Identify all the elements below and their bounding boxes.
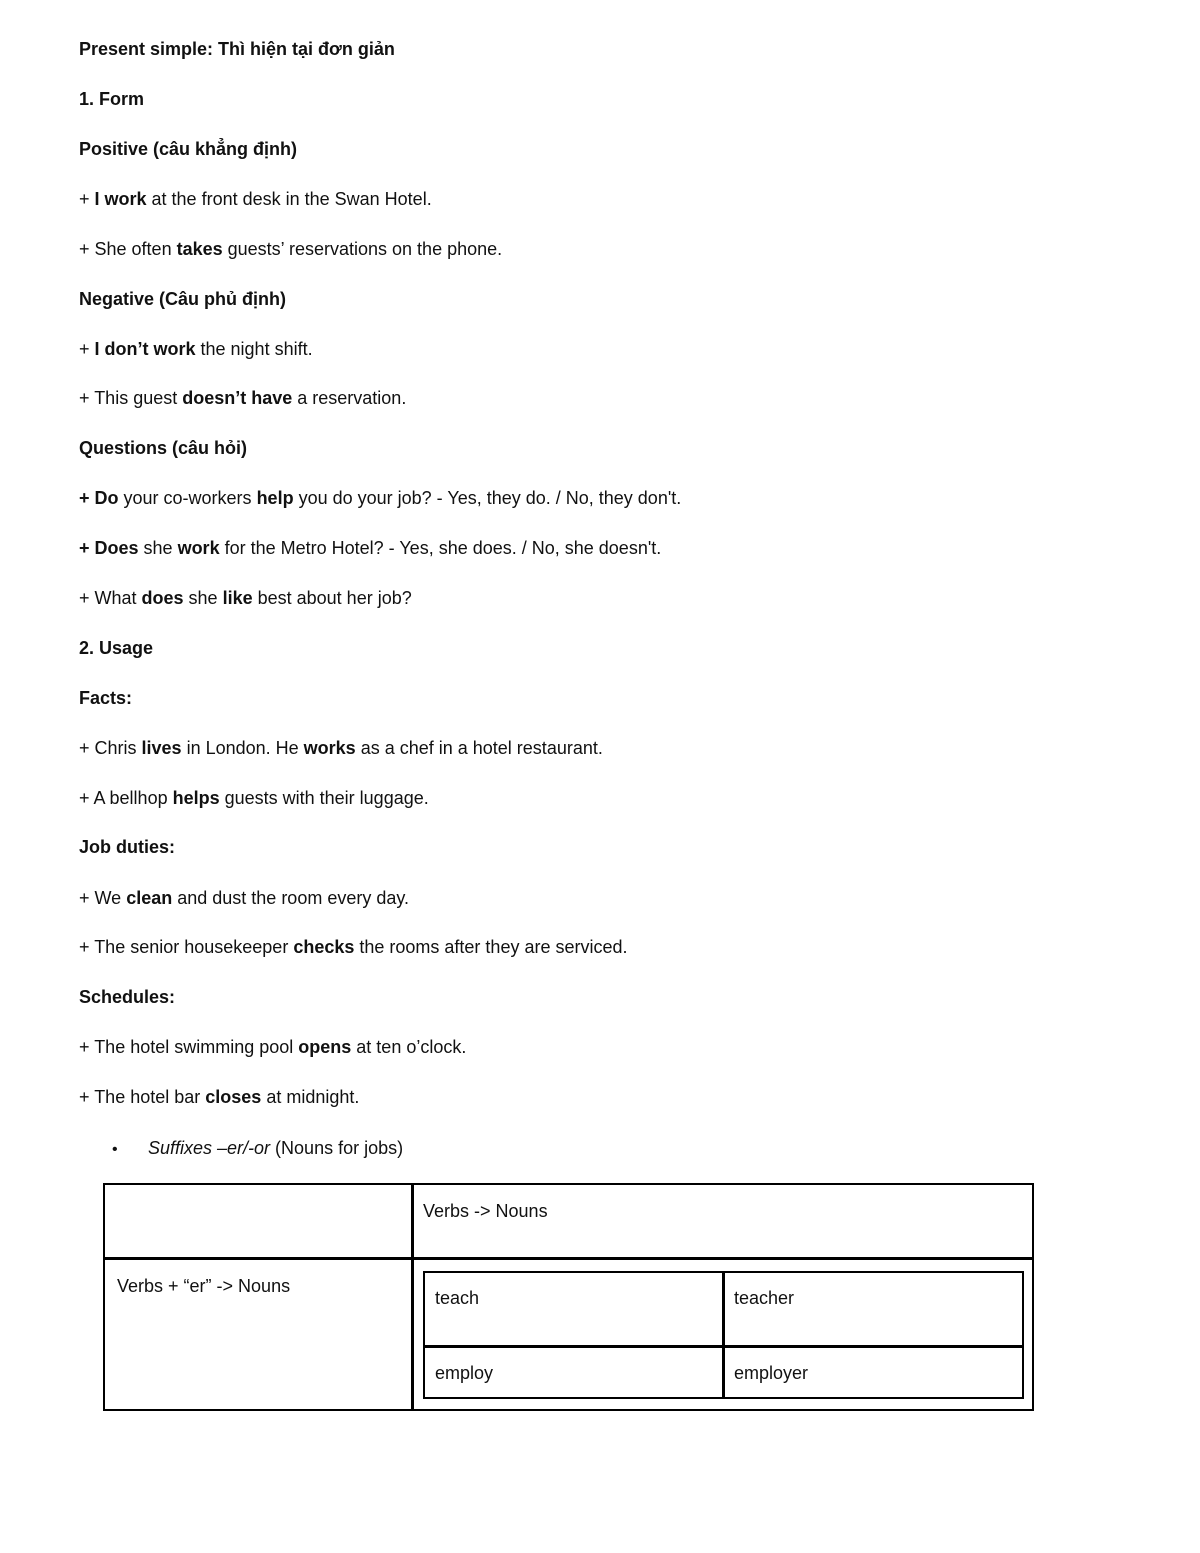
table-row-verb: employ (435, 1363, 494, 1383)
negative-example-1: + I don’t work the night shift. (79, 339, 313, 359)
usage-heading: 2. Usage (79, 638, 154, 658)
table-divider-horizontal (105, 1257, 1032, 1260)
question-example-3: + What does she like best about her job? (79, 588, 412, 608)
positive-example-2: + She often takes guests’ reservations on the phone. (79, 239, 503, 259)
schedules-example-1: + The hotel swimming pool opens at ten o’clock. (79, 1037, 467, 1057)
schedules-heading: Schedules: (79, 987, 176, 1007)
suffix-table (103, 1183, 1034, 1411)
bullet-text: Suffixes –er/-or (148, 1138, 271, 1158)
schedules-example-2: + The hotel bar closes at midnight. (79, 1087, 360, 1107)
suffix-bullet (112, 1136, 403, 1162)
negative-heading: Negative (Câu phủ định) (79, 289, 286, 309)
questions-heading: Questions (câu hỏi) (79, 438, 248, 458)
question-example-1: + Do your co-workers help you do your job? - Yes, they do. / No, they don't. (79, 488, 682, 508)
bullet-rest: (Nouns for jobs) (270, 1138, 404, 1158)
duties-example-2: + The senior housekeeper checks the rooms after they are serviced. (79, 937, 628, 957)
page-title: Present simple: Thì hiện tại đơn giản (79, 39, 395, 59)
table-row-verb: teach (435, 1288, 480, 1308)
inner-table-divider-horizontal (425, 1345, 1022, 1348)
form-heading: 1. Form (79, 89, 145, 109)
facts-example-1: + Chris lives in London. He works as a chef in a hotel restaurant. (79, 738, 603, 758)
facts-example-2: + A bellhop helps guests with their luggage. (79, 788, 429, 808)
positive-example-1: + I work at the front desk in the Swan Hotel. (79, 189, 432, 209)
negative-example-2: + This guest doesn’t have a reservation. (79, 388, 407, 408)
duties-example-1: + We clean and dust the room every day. (79, 888, 410, 908)
bullet-icon: • (112, 1141, 118, 1158)
positive-heading: Positive (câu khẳng định) (79, 139, 298, 159)
table-header-right: Verbs -> Nouns (423, 1201, 548, 1221)
inner-table (423, 1271, 1024, 1399)
job-duties-heading: Job duties: (79, 837, 176, 857)
question-example-2: + Does she work for the Metro Hotel? - Yes, she does. / No, she doesn't. (79, 538, 662, 558)
table-row-label: Verbs + “er” -> Nouns (117, 1276, 291, 1296)
facts-heading: Facts: (79, 688, 133, 708)
inner-table-divider-vertical (722, 1273, 725, 1397)
table-row-noun: teacher (734, 1288, 795, 1308)
table-row-noun: employer (734, 1363, 809, 1383)
table-divider-vertical (411, 1185, 414, 1409)
